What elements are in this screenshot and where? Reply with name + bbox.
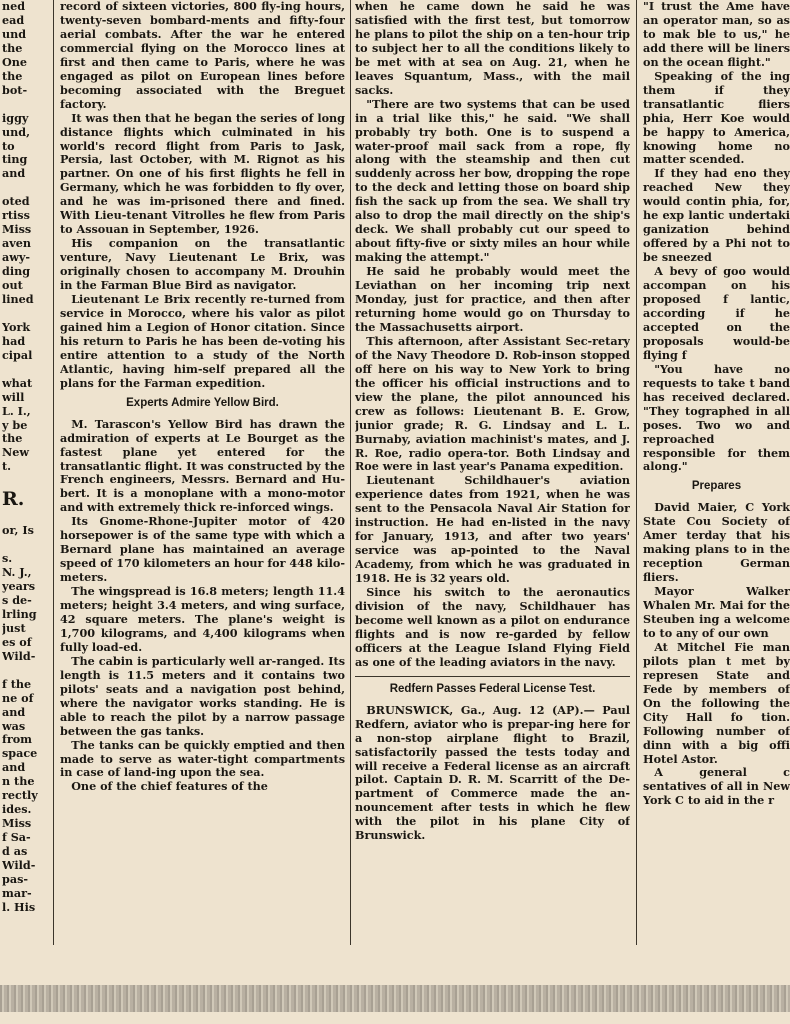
paragraph: Lieutenant Le Brix recently re-turned from service in Morocco, where his valor as pilot gained him a Legion of Honor citation. Since his return to Paris he has been de-voting his entire attention to a study of the North Atlantic, having him-self prepared all the plans for the Farman expedition. [60, 292, 345, 390]
text-fragment: was [2, 719, 26, 733]
paragraph: Its Gnome-Rhone-Jupiter motor of 420 horsepower is of the same type with which a Bernard plane has maintained an average speed of 170 kilometers an hour for 448 kilo-meters. [60, 514, 345, 585]
text-fragment: lined [2, 292, 34, 306]
column-french-fliers [60, 0, 345, 945]
paragraph: The wingspread is 16.8 meters; length 11.4 meters; height 3.4 meters, and wing surface, 42 square meters. The plane's weight is 1,700 kilograms, and 4,400 kilograms when fully load-ed. [60, 584, 345, 654]
paragraph: BRUNSWICK, Ga., Aug. 12 (AP).— Paul Redfern, aviator who is prepar-ing here for a non-stop airplane flight to Brazil, satisfactorily passed the tests today and will receive a Federal license as an aircraft pilot. Captain D. R. M. Scarritt of the De-partment of Commerce made the an-nouncement after tests in which he flew with the pilot in his plane City of Brunswick. [355, 702, 630, 843]
text-fragment: out [2, 279, 23, 293]
text-fragment: lrling [2, 607, 37, 621]
paragraph: It was then that he began the series of long distance flights which culminated in his world's record flight from Paris to Jask, Persia, last October, with M. Rignot as his partner. On one of his first flights he fell in Germany, which he was forbidden to fly over, and he was im-prisoned there and fined. With Lieu-tenant Vitrolles he flew from Paris to Assouan in September, 1926. [60, 110, 345, 237]
paragraph: when he came down he said he was satisfied with the first test, but tomorrow he plans to pilot the ship on a ten-hour trip to subject her to all the conditions likely to be met with at sea on Aug. 21, when he leaves Squantum, Mass., with the mail sacks. [355, 0, 630, 97]
text-fragment: years [2, 580, 36, 594]
paragraph: At Mitchel Fie man pilots plan t met by represen State and Fede by members of On the following the City Hall fo tion. Following number of dinn with a big offi Hotel Astor. [643, 639, 790, 766]
text-fragment: iggy [2, 111, 29, 125]
text-fragment: s de- [2, 593, 32, 607]
text-fragment: what [2, 376, 33, 390]
text-fragment: or, Is [2, 524, 34, 538]
column-rule [350, 0, 351, 945]
text-fragment: ides. [2, 803, 32, 817]
text-fragment: y be [2, 418, 28, 432]
column-rule [53, 0, 54, 945]
text-fragment: ting [2, 153, 28, 167]
paragraph: Lieutenant Schildhauer's aviation experience dates from 1921, when he was sent to the Pensacola Naval Air Station for instruction. He had en-listed in the navy for January, 1913, and after two years' service was ap-pointed to the Naval Academy, from which he was graduated in 1918. He is 32 years old. [355, 473, 630, 586]
text-fragment: d as [2, 845, 28, 859]
text-fragment: rectly [2, 789, 38, 803]
paragraph: M. Tarascon's Yellow Bird has drawn the admiration of experts at Le Bourget as the fastest plane yet entered for the transatlantic flight. It was constructed by the French engineers, Messrs. Bernard and Hu-bert. It is a monoplane with a mono-motor and with extremely thick re-inforced wings. [60, 416, 345, 515]
text-fragment: Wild- [2, 859, 36, 873]
line-gap [2, 363, 46, 377]
cropped-column-left [2, 0, 46, 945]
text-fragment: cipal [2, 348, 33, 362]
text-fragment: bot- [2, 83, 28, 97]
text-fragment: and [2, 761, 26, 775]
text-fragment: ne of [2, 691, 34, 705]
paragraph: A bevy of goo would accompan on his proposed f lantic, according if he accepted on the proposals would-be flying f [643, 264, 790, 362]
text-fragment: had [2, 334, 26, 348]
subheading-yellow-bird: Experts Admire Yellow Bird. [126, 396, 279, 409]
column-navy-pilot [355, 0, 630, 945]
text-fragment: n the [2, 775, 35, 789]
text-fragment: awy- [2, 251, 31, 265]
text-fragment: s. [2, 552, 13, 566]
text-fragment: from [2, 733, 33, 747]
text-fragment: f Sa- [2, 831, 31, 845]
line-gap [2, 474, 46, 488]
text-fragment: the [2, 432, 23, 446]
column-rule [636, 0, 637, 945]
text-fragment: will [2, 390, 25, 404]
torn-edge-strip [0, 985, 790, 1012]
text-fragment: York [2, 320, 31, 334]
paragraph: Since his switch to the aeronautics division of the navy, Schildhauer has become well known as a pilot on endurance flights and is now re-garded by fellow officers at the League Island Flying Field as one of the leading aviators in the navy. [355, 585, 630, 669]
paragraph: This afternoon, after Assistant Sec-retary of the Navy Theodore D. Rob-inson stopped off here on his way to New York to bring the officer his official instructions and to view the plane, the pilot announced his crew as follows: Lieutenant B. E. Grow, junior grade; R. G. Lindsay and L. L. Burnaby, aviation machinist's mates, and J. R. Roe, radio opera-tor. Both Lindsay and Roe were in last year's Panama expedition. [355, 333, 630, 474]
text-fragment: und [2, 27, 27, 41]
text-fragment: R. [2, 488, 25, 511]
text-fragment: and [2, 705, 26, 719]
text-fragment: t. [2, 460, 12, 474]
text-fragment: space [2, 747, 38, 761]
text-fragment: and [2, 167, 26, 181]
line-gap [2, 98, 46, 112]
paragraph: record of sixteen victories, 800 fly-ing hours, twenty-seven bombard-ments and fifty-four aerial combats. After the war he entered commercial flying on the Morocco lines at first and then came to Paris, where he was engaged as pilot on European lines before becoming associated with the Breguet factory. [60, 0, 345, 111]
paragraph: A general c sentatives of all in New York C to aid in the r [643, 765, 790, 808]
subheading-redfern: Redfern Passes Federal License Test. [389, 682, 596, 695]
text-fragment: Wild- [2, 649, 36, 663]
text-fragment: L. I., [2, 404, 31, 418]
text-fragment: Miss [2, 817, 32, 831]
text-fragment: the [2, 69, 23, 83]
text-fragment: the [2, 41, 23, 55]
paragraph: He said he probably would meet the Leviathan on her incoming trip next Monday, just for practice, and then after returning home would go on Thursday to the Massachusetts airport. [355, 264, 630, 334]
text-fragment: ned [2, 0, 26, 13]
line-gap [2, 538, 46, 552]
paragraph: If they had eno they reached New they would contin phia, for, he exp lantic undertaki ganization behind offered by a Phi not to be sneezed [643, 166, 790, 265]
paragraph: "There are two systems that can be used in a trial like this," he said. "We shall probably try both. One is to suspend a water-proof mail sack from a rope, fly along with the steamship and then cut suddenly across her bow, dropping the rope to the deck and letting those on board ship fish the sack up from the sea. We shall try also to drop the mail directly on the ship's deck. We shall probably cut our speed to about fifty-five or sixty miles an hour while making the attempt." [355, 96, 630, 265]
text-fragment: One [2, 55, 27, 69]
text-fragment: es of [2, 635, 32, 649]
text-fragment: New [2, 446, 29, 460]
text-fragment: rtiss [2, 209, 30, 223]
text-fragment: oted [2, 195, 30, 209]
subheading-prepares: Prepares [691, 480, 742, 493]
text-fragment: N. J., [2, 566, 32, 580]
paragraph: "You have no requests to take t band has received declared. "They tographed in all poses. Two wo and reproached responsible for them along." [643, 361, 790, 474]
paragraph: Mayor Walker Whalen Mr. Mai for the Steuben ing a welcome to to any of our own [643, 584, 790, 640]
text-fragment: f the [2, 677, 32, 691]
text-fragment: aven [2, 237, 32, 251]
text-fragment: mar- [2, 886, 32, 900]
text-fragment: ding [2, 265, 31, 279]
paragraph: His companion on the transatlantic venture, Navy Lieutenant Le Brix, was originally chosen to accompany M. Drouhin in the Farman Blue Bird as navigator. [60, 236, 345, 293]
text-fragment: und, [2, 125, 30, 139]
paragraph: Speaking of the ing them if they transatlantic fliers phia, Herr Koe would be happy to America, knowing home no matter scended. [643, 68, 790, 167]
line-gap [2, 181, 46, 195]
paragraph: The cabin is particularly well ar-ranged. Its length is 11.5 meters and it contains two pilots' seats and a navigation post behind, where the navigator works standing. He is able to reach the pilot by a narrow passage between the gas tanks. [60, 653, 345, 738]
text-fragment: just [2, 621, 26, 635]
line-gap [2, 307, 46, 321]
text-fragment: pas- [2, 873, 29, 887]
text-fragment: l. His [2, 900, 36, 914]
paragraph: The tanks can be quickly emptied and then made to serve as water-tight compartments in case of land-ing upon the sea. [60, 737, 345, 780]
text-fragment: ead [2, 13, 25, 27]
line-gap [2, 510, 46, 524]
section-divider [355, 676, 630, 677]
paragraph: "I trust the Ame have an operator man, so as to mak ble to us," he add there will be liners on the ocean flight." [643, 0, 790, 69]
text-fragment: Miss [2, 223, 32, 237]
line-gap [2, 664, 46, 678]
paragraph: One of the chief features of the [71, 779, 268, 794]
paragraph: David Maier, C York State Cou Society of Amer terday that his making plans to in the reception German fliers. [643, 500, 790, 585]
cropped-column-right [643, 0, 790, 945]
text-fragment: to [2, 139, 15, 153]
